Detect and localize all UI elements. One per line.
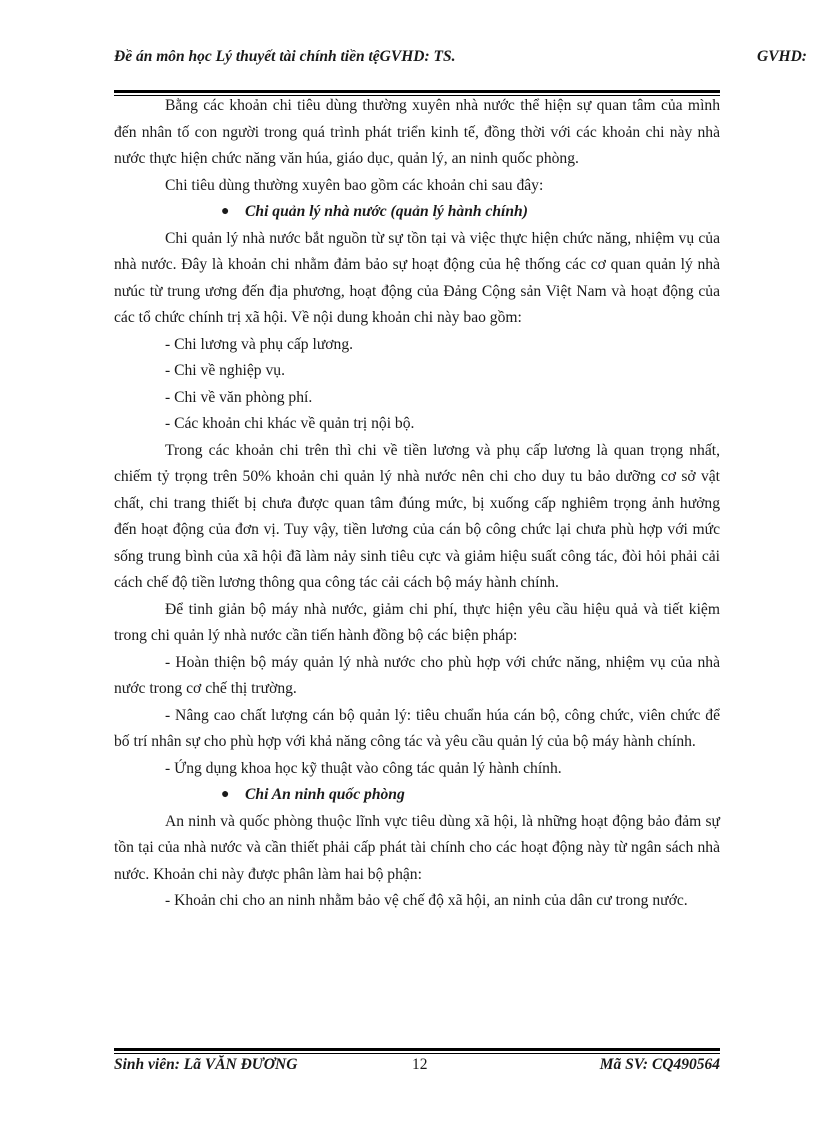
section-heading-admin — [114, 199, 720, 226]
list-item: - Chi về nghiệp vụ. — [165, 362, 285, 379]
list-item: - Khoản chi cho an ninh nhằm bảo vệ chế độ xã hội, an ninh của dân cư trong nước. — [165, 892, 688, 909]
document-body — [114, 93, 720, 915]
paragraph: Bằng các khoản chi tiêu dùng thường xuyên nhà nước thể hiện sự quan tâm của mình đến nhân tố con người trong quá trình phát triển kinh tế, đồng thời với các khoản chi này nhà nước thực hiện chức năng văn húa, giáo dục, quản lý, an ninh quốc phòng. — [114, 97, 720, 167]
page-header — [114, 48, 816, 72]
footer-rule-thin — [114, 1053, 720, 1054]
footer-rule-thick — [114, 1048, 720, 1051]
bullet-icon: ● — [221, 787, 230, 802]
paragraph: Chi tiêu dùng thường xuyên bao gồm các khoản chi sau đây: — [165, 176, 544, 194]
section-heading-defense — [114, 782, 720, 809]
paragraph: Trong các khoản chi trên thì chi về tiền lương và phụ cấp lương là quan trọng nhất, chiếm tỷ trọng trên 50% khoản chi quản lý nhà nước nên chi cho duy tu bảo dưỡng cơ sở vật chất, chi trang thiết bị chưa được quan tâm đúng mức, bị xuống cấp nghiêm trọng ảnh hưởng đến hoạt động của đơn vị. Tuy vậy, tiền lương của cán bộ công chức lại chưa phù hợp với mức sống trung bình của xã hội đã làm nảy sinh tiêu cực và giảm hiệu suất công tác, đòi hỏi phải cải cách chế độ tiền lương thông qua công tác cải cách bộ máy hành chính. — [114, 441, 720, 591]
list-item: - Các khoản chi khác về quản trị nội bộ. — [165, 415, 415, 432]
bullet-icon: ● — [221, 204, 230, 219]
list-item: - Ứng dụng khoa học kỹ thuật vào công tác quản lý hành chính. — [165, 759, 562, 777]
list-item: - Hoàn thiện bộ máy quản lý nhà nước cho phù hợp với chức năng, nhiệm vụ của nhà nước trong cơ chế thị trường. — [114, 653, 720, 697]
header-advisor-label: GVHD: — [757, 48, 807, 65]
list-item: - Nâng cao chất lượng cán bộ quản lý: tiêu chuẩn húa cán bộ, công chức, viên chức để bố trí nhân sự cho phù hợp với khả năng công tác và yêu cầu quản lý của bộ máy hành chính. — [114, 706, 720, 750]
paragraph: Chi quản lý nhà nước bắt nguồn từ sự tồn tại và việc thực hiện chức năng, nhiệm vụ của nhà nước. Đây là khoản chi nhằm đảm bảo sự hoạt động của hệ thống các cơ quan quản lý nhà nưúc từ trung ương đến địa phương, hoạt động của Đảng Cộng sản Việt Nam và hoạt động của các tổ chức chính trị xã hội. Về nội dung khoản chi này bao gồm: — [114, 229, 720, 326]
paragraph: Để tinh giản bộ máy nhà nước, giảm chi phí, thực hiện yêu cầu hiệu quả và tiết kiệm trong chi quản lý nhà nước cần tiến hành đồng bộ các biện pháp: — [114, 600, 720, 644]
list-item: - Chi lương và phụ cấp lương. — [165, 335, 354, 353]
section-heading-text: Chi An ninh quốc phòng — [245, 786, 405, 803]
header-title: Đề án môn học Lý thuyết tài chính tiền tệGVHD: TS. — [114, 48, 456, 65]
paragraph: An ninh và quốc phòng thuộc lĩnh vực tiêu dùng xã hội, là những hoạt động bảo đảm sự tồn tại của nhà nước và cần thiết phải cấp phát tài chính cho các hoạt động này từ ngân sách nhà nước. Khoản chi này được phân làm hai bộ phận: — [114, 812, 720, 883]
student-id: Mã SV: CQ490564 — [599, 1056, 720, 1073]
section-heading-text: Chi quản lý nhà nước (quản lý hành chính) — [245, 203, 528, 220]
page-number: 12 — [412, 1056, 428, 1073]
page-footer — [114, 1056, 720, 1078]
student-name: Sinh viên: Lã VĂN ĐƯƠNG — [114, 1056, 298, 1073]
list-item: - Chi về văn phòng phí. — [165, 388, 313, 406]
